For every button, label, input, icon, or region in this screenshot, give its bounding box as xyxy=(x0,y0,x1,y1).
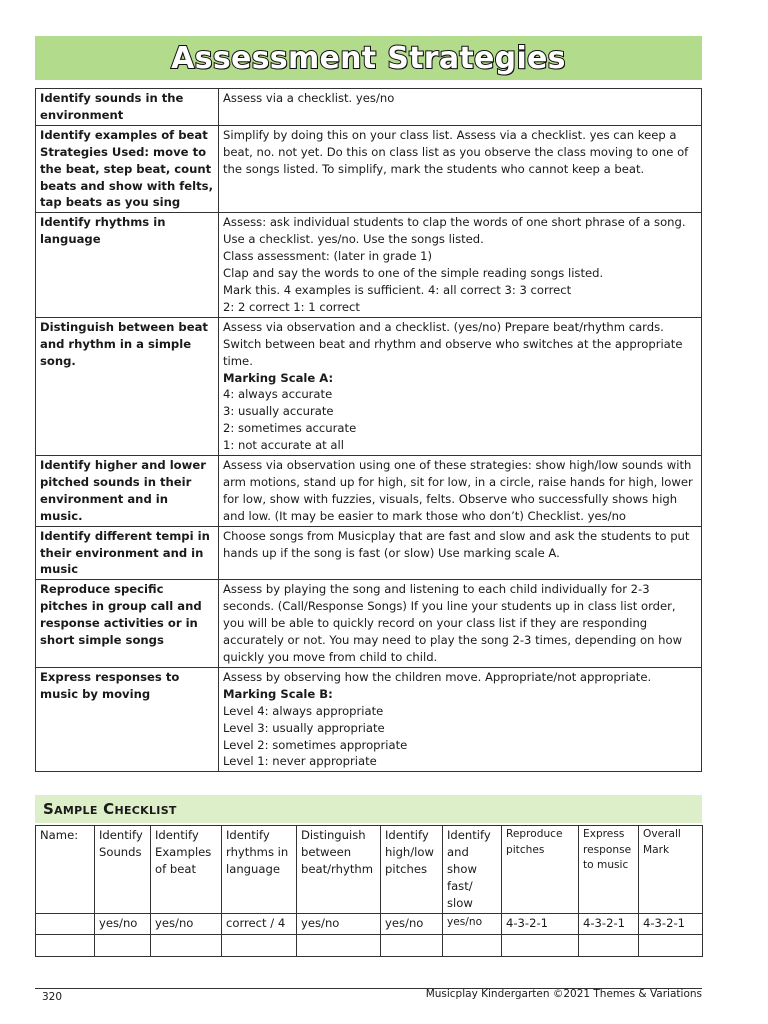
strategy-description xyxy=(219,580,702,668)
strategy-description xyxy=(219,213,702,317)
checklist-empty-row xyxy=(36,935,703,957)
strategy-row xyxy=(36,317,702,455)
checklist-header-cell: Identify Sounds xyxy=(95,826,151,914)
sample-checklist-table xyxy=(35,825,703,957)
description-line: 4: always accurate xyxy=(223,387,333,402)
checklist-header-cell: Express response to music xyxy=(579,826,639,914)
strategy-row xyxy=(36,526,702,580)
checklist-header-cell: Identify and show fast/ slow xyxy=(443,826,502,914)
checklist-empty-cell xyxy=(222,935,297,957)
checklist-value-cell: yes/no xyxy=(151,914,222,935)
checklist-header-cell: Reproduce pitches xyxy=(502,826,579,914)
checklist-value-cell: correct / 4 xyxy=(222,914,297,935)
checklist-value-cell: yes/no xyxy=(381,914,443,935)
strategy-description xyxy=(219,317,702,455)
checklist-empty-cell xyxy=(151,935,222,957)
strategy-row xyxy=(36,580,702,668)
description-line: Level 3: usually appropriate xyxy=(223,720,385,735)
checklist-value-cell: 4-3-2-1 xyxy=(502,914,579,935)
checklist-empty-cell xyxy=(36,935,95,957)
description-line: Level 4: always appropriate xyxy=(223,703,384,718)
checklist-header-row xyxy=(36,826,703,914)
checklist-empty-cell xyxy=(297,935,381,957)
strategy-row xyxy=(36,89,702,126)
description-line: Assess: ask individual students to clap the words of one short phrase of a song. Use a checklist. yes/no. Use the songs listed. xyxy=(223,215,686,247)
strategy-description xyxy=(219,125,702,213)
strategy-skill: Express responses to music by moving xyxy=(36,667,219,771)
page-number: 320 xyxy=(42,991,63,1003)
checklist-header-cell: Name: xyxy=(36,826,95,914)
checklist-value-cell: yes/no xyxy=(297,914,381,935)
description-line: Assess via observation using one of these strategies: show high/low sounds with arm motions, stand up for high, sit for low, in a circle, raise hands for high, lower for low, show with fuzzies, visuals, felts. Observe who successfully shows high and low. (It may be easier to mark those who don’t) Checklist. yes/no xyxy=(223,458,693,523)
checklist-header-cell: Overall Mark xyxy=(639,826,703,914)
title-banner xyxy=(35,36,702,80)
strategy-skill: Distinguish between beat and rhythm in a simple song. xyxy=(36,317,219,455)
checklist-value-cell xyxy=(36,914,95,935)
strategy-skill: Identify different tempi in their environment and in music xyxy=(36,526,219,580)
description-line: Assess by observing how the children move. Appropriate/not appropriate. xyxy=(223,669,652,684)
strategy-skill: Identify rhythms in language xyxy=(36,213,219,317)
footer-credit: Musicplay Kindergarten ©2021 Themes & Variations xyxy=(425,988,702,1000)
checklist-empty-cell xyxy=(95,935,151,957)
checklist-empty-cell xyxy=(502,935,579,957)
description-line: 2: sometimes accurate xyxy=(223,421,357,436)
strategy-skill: Reproduce specific pitches in group call and response activities or in short simple songs xyxy=(36,580,219,668)
checklist-empty-cell xyxy=(579,935,639,957)
strategy-description xyxy=(219,526,702,580)
sample-checklist-heading: Sample Checklist xyxy=(43,800,177,818)
description-line: Simplify by doing this on your class list. Assess via a checklist. yes can keep a beat, no. not yet. Do this on class list as you observe the class moving to one of the songs listed. To simplify, mark the students who cannot keep a beat. xyxy=(223,127,689,176)
checklist-value-cell: yes/no xyxy=(443,914,502,935)
strategy-skill: Identify higher and lower pitched sounds in their environment and in music. xyxy=(36,456,219,527)
description-line: Assess by playing the song and listening to each child individually for 2-3 seconds. (Call/Response Songs) If you line your students up in class list order, you will be able to quickly record on your class list if they are responding accurately or not. You may need to play the song 2-3 times, depending on how quickly you move from child to child. xyxy=(223,582,683,664)
checklist-empty-cell xyxy=(639,935,703,957)
description-line: Choose songs from Musicplay that are fast and slow and ask the students to put hands up if the song is fast (or slow) Use marking scale A. xyxy=(223,528,690,560)
strategy-row xyxy=(36,125,702,213)
strategy-row xyxy=(36,667,702,771)
page-title: Assessment Strategies xyxy=(171,40,566,76)
description-line: Level 1: never appropriate xyxy=(223,754,377,769)
checklist-header-cell: Identify rhythms in language xyxy=(222,826,297,914)
strategy-skill: Identify sounds in the environment xyxy=(36,89,219,126)
strategy-row xyxy=(36,456,702,527)
description-line: Assess via a checklist. yes/no xyxy=(223,91,395,105)
checklist-empty-cell xyxy=(381,935,443,957)
checklist-header-cell: Distinguish between beat/rhythm xyxy=(297,826,381,914)
description-line: 2: 2 correct 1: 1 correct xyxy=(223,299,360,314)
checklist-value-cell: 4-3-2-1 xyxy=(579,914,639,935)
checklist-empty-cell xyxy=(443,935,502,957)
checklist-header-cell: Identify high/low pitches xyxy=(381,826,443,914)
checklist-value-cell: yes/no xyxy=(95,914,151,935)
description-line: Assess via observation and a checklist. (yes/no) Prepare beat/rhythm cards. Switch between beat and rhythm and observe who switches at the appropriate time. xyxy=(223,319,683,368)
marking-scale-label: Marking Scale B: xyxy=(223,686,333,701)
checklist-value-cell: 4-3-2-1 xyxy=(639,914,703,935)
description-line: Clap and say the words to one of the simple reading songs listed. xyxy=(223,266,604,281)
description-line: Mark this. 4 examples is sufficient. 4: all correct 3: 3 correct xyxy=(223,282,572,297)
checklist-header-cell: Identify Examples of beat xyxy=(151,826,222,914)
strategy-description xyxy=(219,667,702,771)
description-line: 3: usually accurate xyxy=(223,404,334,419)
description-line: Class assessment: (later in grade 1) xyxy=(223,249,433,264)
description-line: Level 2: sometimes appropriate xyxy=(223,737,408,752)
strategy-description xyxy=(219,456,702,527)
sample-checklist-banner xyxy=(35,795,702,823)
description-line: 1: not accurate at all xyxy=(223,438,344,453)
checklist-values-row xyxy=(36,914,703,935)
strategy-row xyxy=(36,213,702,317)
strategy-description xyxy=(219,89,702,126)
marking-scale-label: Marking Scale A: xyxy=(223,370,334,385)
assessment-strategies-table xyxy=(35,88,702,772)
strategy-skill: Identify examples of beat Strategies Used: move to the beat, step beat, count beats and show with felts, tap beats as you sing xyxy=(36,125,219,213)
